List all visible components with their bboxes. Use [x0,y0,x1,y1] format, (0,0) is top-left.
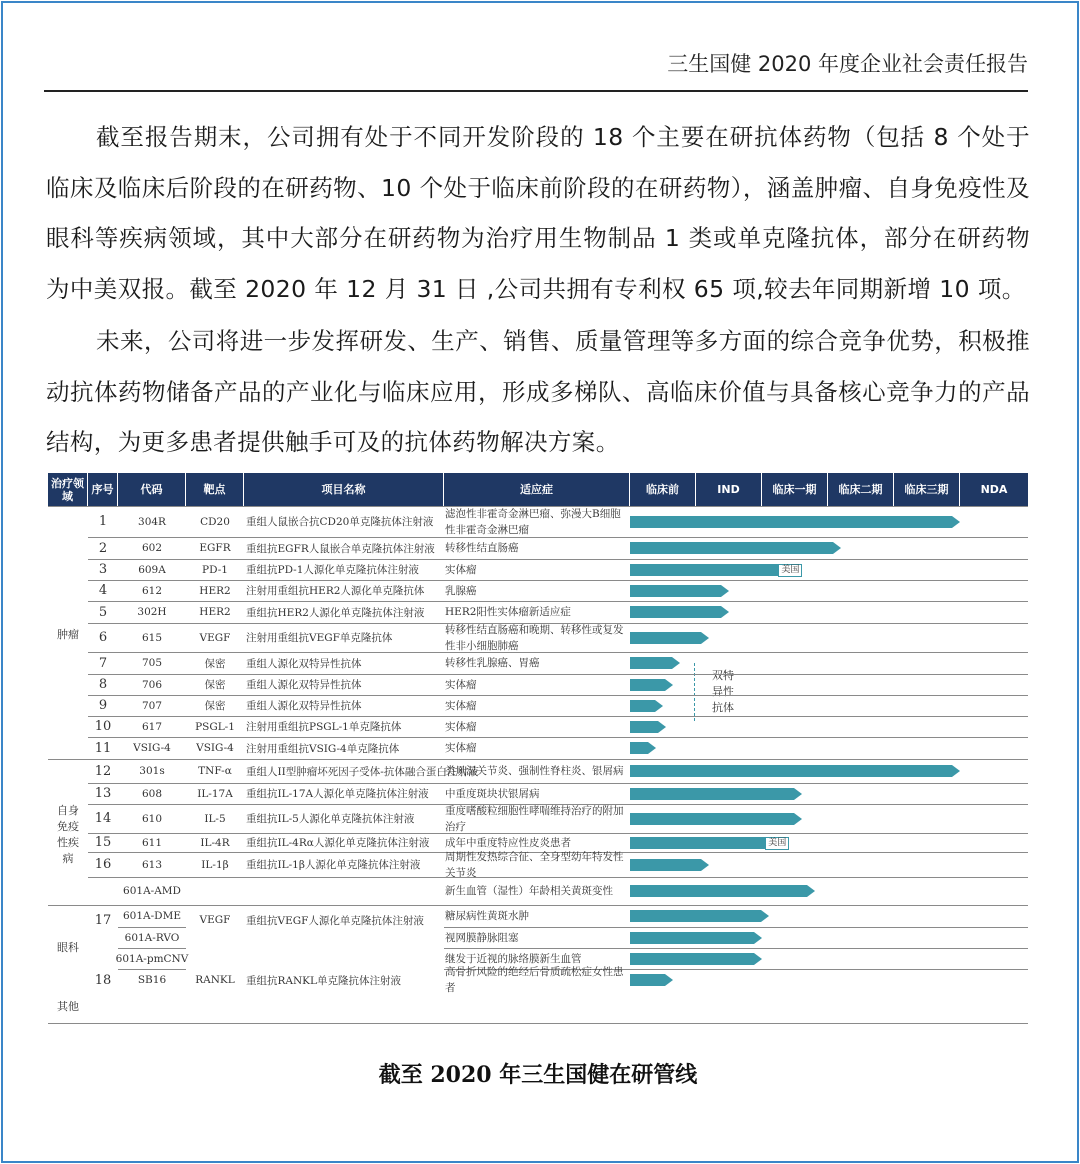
stage-bar [630,721,658,733]
usa-filing-tag: 美国 [765,837,789,850]
row-number: 3 [98,562,108,577]
stage-bar [630,910,761,922]
row-target: RANKL [195,974,235,986]
row-code: 601A-DME [122,910,181,922]
stage-bar [630,837,767,849]
header-name: 项目名称 [244,473,444,506]
row-indication: 实体瘤 [445,678,477,691]
area-immune: 自身免疫性疾病 [57,804,79,865]
header-indication: 适应症 [444,473,630,506]
row-project-name: 重组人源化双特异性抗体 [246,679,362,691]
stage-bar-tip [761,910,769,922]
row-number: 9 [98,698,108,713]
header-area: 治疗领域 [48,473,88,506]
row-project-name: 注射用重组抗VSIG-4单克隆抗体 [246,742,400,755]
row-indication: 实体瘤 [445,563,477,576]
stage-bar-tip [754,953,762,965]
stage-bar [630,742,648,754]
row-target: CD20 [200,515,230,528]
row-code: 612 [141,584,163,597]
row-indication: 新生血管（湿性）年龄相关黄斑变性 [445,885,613,897]
row-indication: 重度嗜酸粒细胞性哮喘维持治疗的附加治疗 [445,804,624,833]
stage-bar-tip [952,765,960,777]
row-indication: 糖尿病性黄斑水肿 [445,910,529,922]
row-indication: 转移性结直肠癌 [445,542,519,554]
stage-bar-tip [721,585,729,597]
header-stage-phase1: 临床一期 [762,473,828,506]
stage-bar-tip [952,516,960,528]
stage-bar [630,765,952,777]
stage-bar [630,632,701,644]
row-number: 17 [94,912,112,928]
row-indication: 转移性结直肠癌和晚期、转移性或复发性非小细胞肺癌 [445,623,624,652]
row-number: 10 [94,719,112,734]
row-code: 706 [141,678,163,691]
row-target: HER2 [199,606,231,618]
stage-bar-tip [701,632,709,644]
stage-bar-tip [701,859,709,871]
row-number: 16 [94,857,112,872]
stage-bar [630,932,754,944]
row-project-name: 重组抗IL-1β人源化单克隆抗体注射液 [246,859,421,871]
row-number: 18 [94,972,112,988]
row-project-name: 重组人II型肿瘤坏死因子受体-抗体融合蛋白注射液 [246,765,479,778]
row-code: 601A-pmCNV [115,952,189,965]
row-indication: 成年中重度特应性皮炎患者 [445,836,571,849]
stage-bar-tip [721,606,729,618]
area-tumor: 肿瘤 [57,628,79,641]
row-code: 601A-AMD [123,885,181,897]
row-code: 611 [141,836,163,849]
stage-bar [630,516,952,528]
row-project-name: 重组人鼠嵌合抗CD20单克隆抗体注射液 [246,516,434,528]
stage-bar-tip [672,657,680,669]
row-code: 608 [141,787,163,800]
row-indication: 实体瘤 [445,742,477,754]
page-header [44,50,1028,92]
bispecific-bracket [694,663,695,721]
row-target: PSGL-1 [195,720,235,733]
row-code: 602 [141,542,163,554]
row-number: 8 [98,677,108,692]
stage-bar-tip [794,788,802,800]
row-code: 615 [141,631,163,644]
stage-bar [630,885,807,897]
stage-bar [630,813,794,825]
row-number: 11 [94,740,112,756]
row-number: 1 [98,514,108,529]
row-project-name: 注射用重组抗HER2人源化单克隆抗体 [246,585,425,597]
row-project-name: 注射用重组抗VEGF单克隆抗体 [246,632,393,644]
row-indication: 滤泡性非霍奇金淋巴瘤、弥漫大B细胞性非霍奇金淋巴瘤 [445,507,621,536]
stage-bar-tip [807,885,815,897]
stage-bar [630,564,780,576]
stage-bar [630,788,794,800]
row-code: 705 [141,657,163,669]
body-paragraph: 截至报告期末，公司拥有处于不同开发阶段的 18 个主要在研抗体药物（包括 8 个处于临床及临床后阶段的在研药物、10 个处于临床前阶段的在研药物），涵盖肿瘤、自身免疫性及眼科等疾病领域，其中大部分在研药物为治疗用生物制品 1 类或单克隆抗体，部分在研药物为中美双报。截至 2020 年 12 月 31 日 ,公司共拥有专利权 65 项,较去年同期新增 10 项。 [46,123,1030,303]
header-code: 代码 [118,473,186,506]
row-project-name: 重组人源化双特异性抗体 [246,657,362,670]
header-stage-ind: IND [696,473,762,506]
pipeline-table [48,473,1028,1088]
area-other: 其他 [57,1000,79,1013]
row-target: HER2 [199,584,231,597]
row-project-name: 重组抗RANKL单克隆抗体注射液 [246,974,401,987]
row-project-name: 重组抗PD-1人源化单克隆抗体注射液 [246,564,419,576]
row-code: VSIG-4 [133,742,171,754]
body-paragraph: 未来，公司将进一步发挥研发、生产、销售、质量管理等多方面的综合竞争优势，积极推动抗体药物储备产品的产业化与临床应用，形成多梯队、高临床价值与具备核心竞争力的产品结构，为更多患者提供触手可及的抗体药物解决方案。 [46,327,1030,456]
row-target: 保密 [204,657,226,670]
stage-bar [630,974,665,986]
row-project-name: 重组抗EGFR人鼠嵌合单克隆抗体注射液 [246,542,435,555]
header-target: 靶点 [186,473,244,506]
stage-bar-tip [665,974,673,986]
row-code: 301s [139,765,165,777]
row-indication: 乳腺癌 [445,584,477,597]
stage-bar [630,585,721,597]
row-target: IL-4R [200,836,230,849]
stage-bar-tip [658,721,666,733]
row-indication: 实体瘤 [445,699,477,712]
stage-bar-tip [648,742,656,754]
header-stage-phase2: 临床二期 [828,473,894,506]
row-number: 5 [98,604,108,620]
row-code: 609A [138,563,166,576]
stage-bar [630,953,754,965]
header-stage-preclinical: 临床前 [630,473,696,506]
row-project-name: 重组抗IL-5人源化单克隆抗体注射液 [246,813,415,825]
row-project-name: 重组抗IL-4Rα人源化单克隆抗体注射液 [246,837,430,849]
row-code: 613 [141,858,163,871]
row-project-name: 重组抗HER2人源化单克隆抗体注射液 [246,606,425,619]
row-indication: 高骨折风险的绝经后骨质疏松症女性患者 [445,966,624,994]
header-stage-phase3: 临床三期 [894,473,960,506]
row-target: VSIG-4 [196,742,234,754]
stage-bar-tip [655,700,663,712]
row-code: 617 [141,720,163,733]
row-target: VEGF [199,631,231,644]
row-number: 13 [94,786,112,801]
row-number: 12 [94,763,112,779]
row-indication: 周期性发热综合征、全身型幼年特发性关节炎 [445,850,624,879]
row-code: SB16 [137,974,167,986]
row-target: 保密 [204,700,226,712]
row-indication: 视网膜静脉阻塞 [445,931,519,944]
report-title: 三生国健 2020 年度企业社会责任报告 [667,52,1028,76]
row-project-name: 注射用重组抗PSGL-1单克隆抗体 [246,721,402,733]
stage-bar [630,657,672,669]
row-target: IL-17A [197,787,233,800]
figure-caption: 截至 2020 年三生国健在研管线 [378,1062,698,1088]
row-project-name: 重组抗IL-17A人源化单克隆抗体注射液 [246,788,429,800]
row-target: IL-5 [204,812,226,825]
stage-bar [630,542,833,554]
row-indication: 中重度斑块状银屑病 [445,787,540,800]
stage-bar [630,700,655,712]
row-code: 707 [141,699,163,712]
table-bottom-line [48,1023,1028,1024]
row-indication: 实体瘤 [445,720,477,733]
row-indication: 类风湿关节炎、强制性脊柱炎、银屑病 [445,765,624,777]
stage-bar-tip [665,679,673,691]
row-code: 601A-RVO [124,931,180,944]
stage-bar [630,859,701,871]
bispecific-note: 双特异性抗体 [712,669,734,714]
usa-filing-tag: 美国 [778,564,802,577]
row-number: 14 [94,811,112,826]
area-eye: 眼科 [57,941,79,954]
row-number: 4 [98,583,108,598]
row-target: IL-1β [201,858,229,871]
stage-bar [630,679,665,691]
row-indication: HER2阳性实体瘤新适应症 [445,606,571,618]
row-project-name: 重组抗VEGF人源化单克隆抗体注射液 [246,914,424,927]
row-code: 302H [137,606,167,618]
row-indication: 继发于近视的脉络膜新生血管 [445,952,582,965]
stage-bar [630,606,721,618]
row-number: 15 [94,835,112,850]
row-project-name: 重组人源化双特异性抗体 [246,700,362,712]
header-no: 序号 [88,473,118,506]
row-target: VEGF [199,914,231,926]
stage-bar-tip [833,542,841,554]
stage-bar-tip [754,932,762,944]
row-target: PD-1 [202,563,228,576]
row-target: TNF-α [198,765,232,777]
row-number: 2 [98,540,108,556]
row-code: 304R [138,515,166,528]
row-code: 610 [141,812,163,825]
row-number: 7 [98,655,108,671]
stage-bar-tip [794,813,802,825]
row-indication: 转移性乳腺癌、胃癌 [445,657,540,669]
row-target: 保密 [204,679,226,691]
row-target: EGFR [199,542,231,554]
header-stage-nda: NDA [960,473,1028,506]
row-number: 6 [98,630,108,645]
